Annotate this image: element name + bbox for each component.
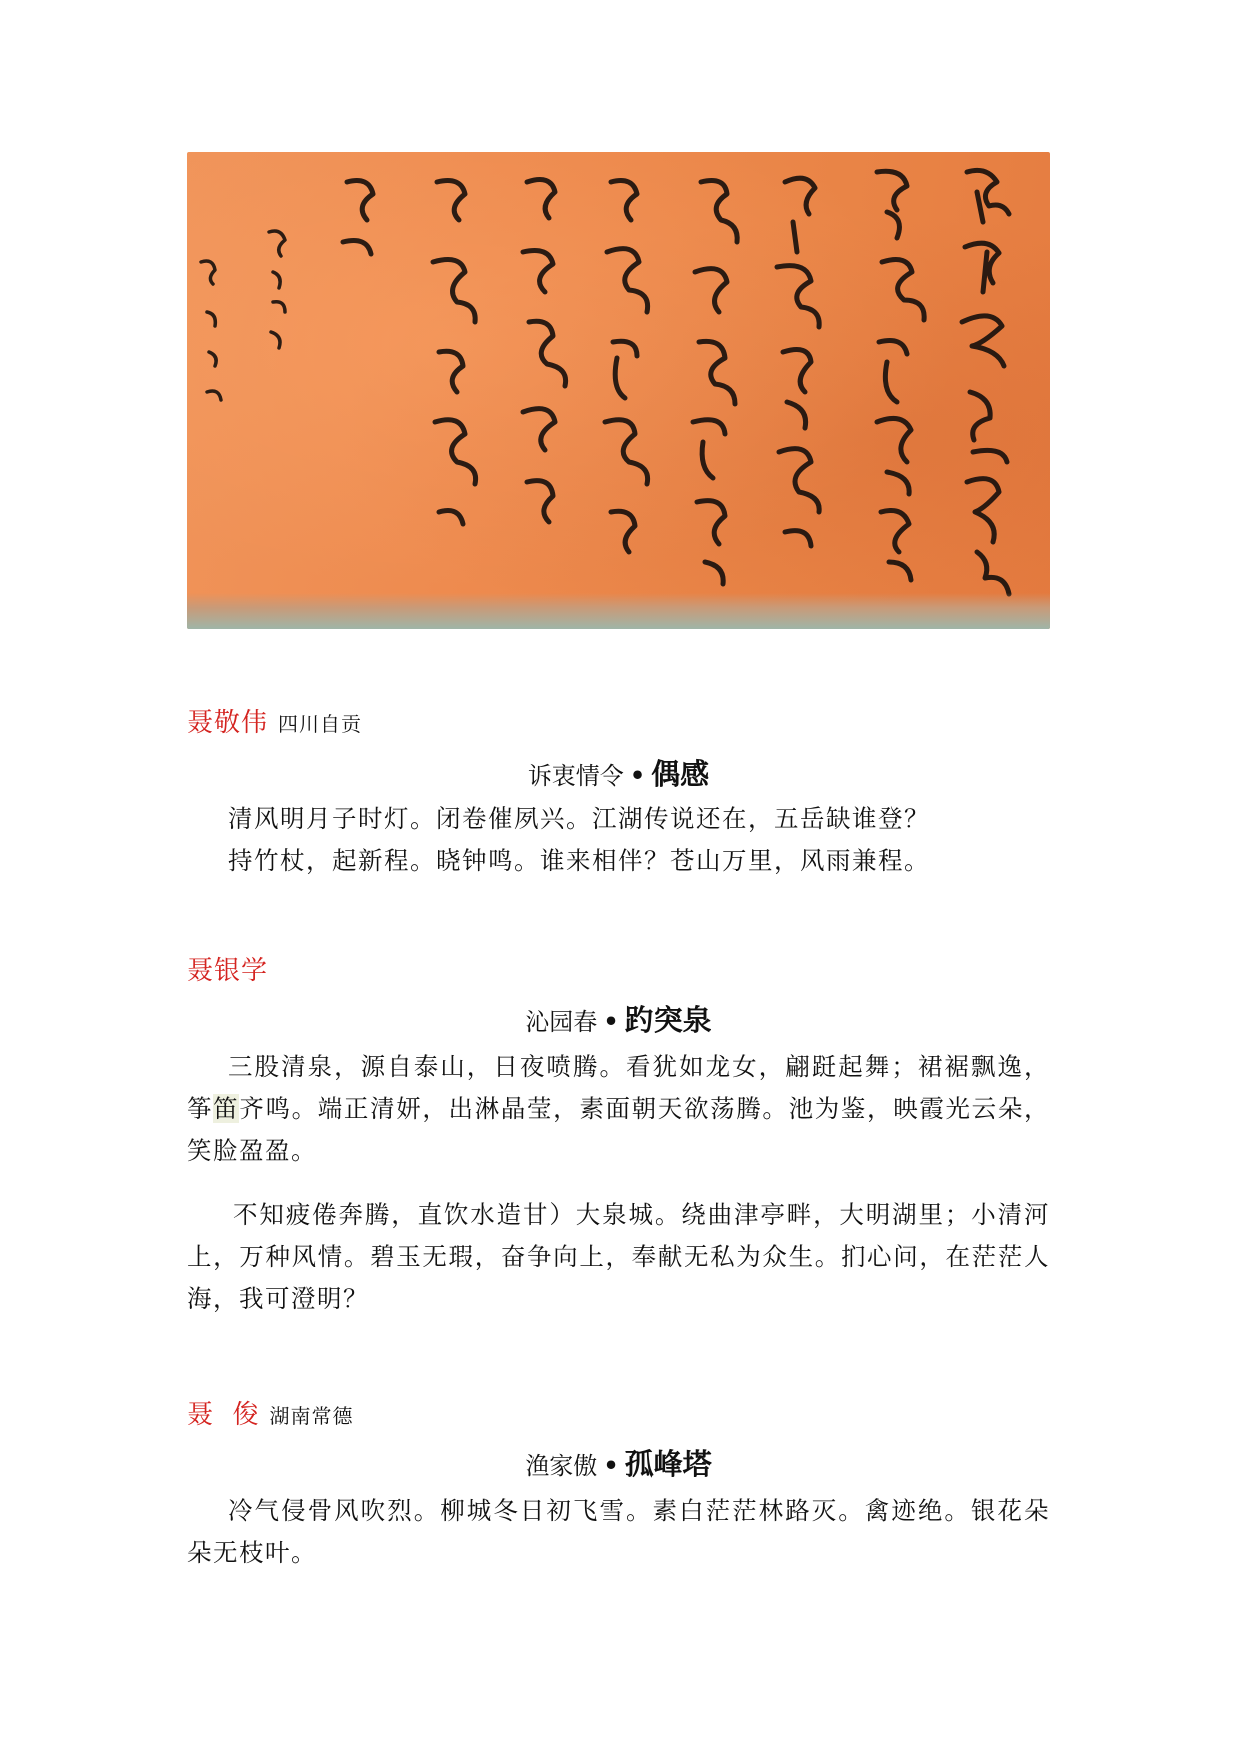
poem2-author: 聂银学	[187, 956, 269, 986]
poem1-author-line	[187, 702, 362, 739]
poem1-title-sep: •	[629, 761, 646, 790]
poem3-place: 湖南常德	[269, 1404, 354, 1428]
poem2-p1-highlight: 笛	[213, 1094, 240, 1123]
poem2-title-sep: •	[603, 1007, 619, 1036]
poem3-author-line	[187, 1394, 354, 1431]
poem1-title	[187, 752, 1050, 793]
poem2-title	[187, 998, 1050, 1039]
poem1-place: 四川自贡	[278, 712, 363, 736]
poem2-paragraph-2: 不知疲倦奔腾，直饮水造甘）大泉城。绕曲津亭畔，大明湖里；小清河上，万种风情。碧玉无瑕，奋争向上，奉献无私为众生。扪心问，在茫茫人海，我可澄明？	[187, 1200, 1050, 1313]
poem1-line-1: 清风明月子时灯。闭卷催夙兴。江湖传说还在，五岳缺谁登？	[228, 804, 930, 833]
poem3-paragraph-1: 冷气侵骨风吹烈。柳城冬日初飞雪。素白茫茫林路灭。禽迹绝。银花朵朵无枝叶。	[187, 1496, 1050, 1567]
poem3-title-sep: •	[603, 1451, 619, 1480]
calligraphy-strokes	[187, 152, 1050, 629]
poem2-author-line	[187, 950, 268, 987]
poem2-p1-a: 三股清泉，源自泰山，日夜喷腾。看犹如龙女，翩跹起舞；裙裾飘逸，筝	[187, 1052, 1050, 1123]
poem1-line-2: 持竹杖，起新程。晓钟鸣。谁来相伴？苍山万里，风雨兼程。	[228, 846, 930, 875]
poem2-p1-b: 齐鸣。端正清妍，出淋晶莹，素面朝天欲荡腾。池为鉴，映霞光云朵，笑脸盈盈。	[187, 1094, 1050, 1165]
poem2-title-sub: 趵突泉	[624, 1003, 712, 1037]
calligraphy-artwork	[187, 152, 1050, 629]
poem1-title-main: 诉衷情令	[527, 762, 624, 790]
poem3-title-sub: 孤峰塔	[624, 1447, 712, 1481]
poem3-title-main: 渔家傲	[525, 1452, 598, 1480]
poem2-paragraph-1	[187, 1046, 1050, 1172]
poem1-title-sub: 偶感	[651, 757, 710, 791]
poem2-title-main: 沁园春	[525, 1008, 598, 1036]
poem1-author: 聂敬伟	[187, 708, 269, 738]
poem3-author: 聂 俊	[187, 1400, 260, 1430]
poem3-title	[187, 1442, 1050, 1483]
